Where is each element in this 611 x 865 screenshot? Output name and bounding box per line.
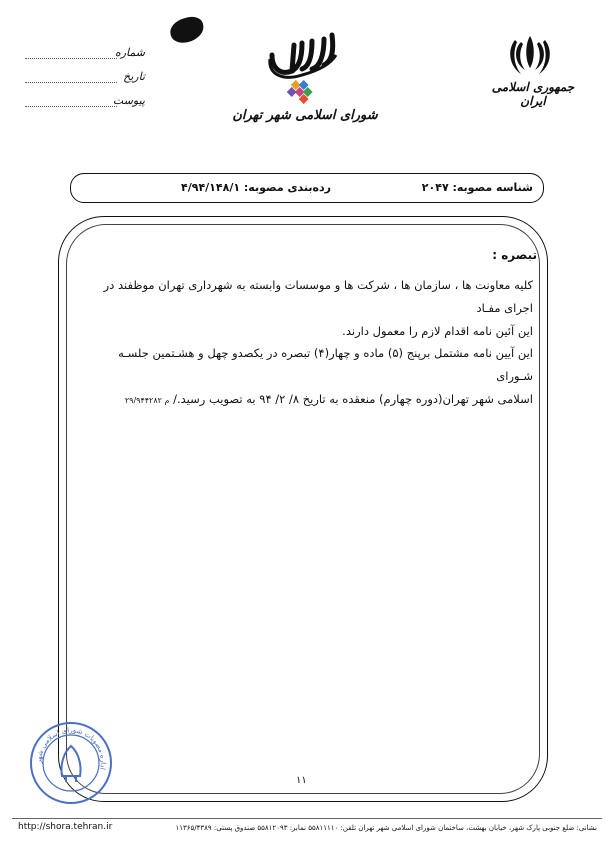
note-label: تبصره :	[492, 248, 537, 262]
page-number: ۱۱	[296, 775, 307, 786]
approval-classification: رده‌بندی مصوبه: ۴/۹۴/۱۴۸/۱	[181, 181, 331, 194]
closing-line	[93, 388, 533, 412]
approval-number: شناسه مصوبه: ۲۰۴۷	[421, 181, 533, 194]
meta-date-row	[25, 70, 145, 86]
footer-address: نشانی: ضلع جنوبی پارک شهر، خیابان بهشت، ساختمان شورای اسلامی شهر تهران تلفن: ۵۵۸۱۱۱۱۰ نمابر: ۵۵۸۱۲۰۹۳ صندوق پستی: ۱۱۳۶۵/۴۳۸۹	[175, 824, 597, 832]
meta-date-label: تاریخ	[123, 70, 145, 83]
closing-line: این آیین نامه مشتمل برپنج (۵) ماده و چهار(۴) تبصره در یکصدو چهل و هشـتمین جلسـه شـورای	[118, 346, 533, 383]
closing-text: اسلامی شهر تهران(دوره چهارم) منعقده به تاریخ ۸/ ۲/ ۹۴ به تصویب رسید./	[173, 392, 533, 406]
meta-number-row	[25, 46, 145, 62]
dotted-line	[25, 82, 117, 83]
official-stamp-icon	[28, 720, 114, 806]
iran-emblem-icon	[505, 32, 555, 76]
closing-reference: م ۲۹/۹۴۴۲۸۲	[124, 396, 170, 405]
dotted-line	[25, 58, 117, 59]
meta-number-label: شماره	[114, 46, 145, 59]
meta-attachment-row	[25, 94, 145, 110]
dotted-line	[25, 106, 117, 107]
ink-blot	[167, 14, 206, 46]
footer-divider	[12, 818, 602, 819]
approval-info-box	[70, 173, 544, 203]
council-name: شورای اسلامی شهر تهران	[232, 108, 378, 123]
note-line: کلیه معاونت ها ، سازمان ها ، شرکت ها و موسسات وابسته به شهرداری تهران موظفند در اجرای مفـاد	[103, 278, 533, 315]
meta-attachment-label: پیوست	[112, 94, 145, 107]
country-name: جمهوری اسلامی ایران	[491, 80, 575, 108]
note-line: این آئین نامه اقدام لازم را معمول دارند.	[342, 324, 533, 338]
footer-url[interactable]: http://shora.tehran.ir	[18, 822, 113, 832]
note-paragraph	[93, 274, 533, 343]
closing-paragraph	[93, 342, 533, 412]
stamp-text: اداره مصوبات شورای اسلامی شهر	[34, 726, 108, 771]
city-council-logo-icon	[262, 25, 342, 110]
